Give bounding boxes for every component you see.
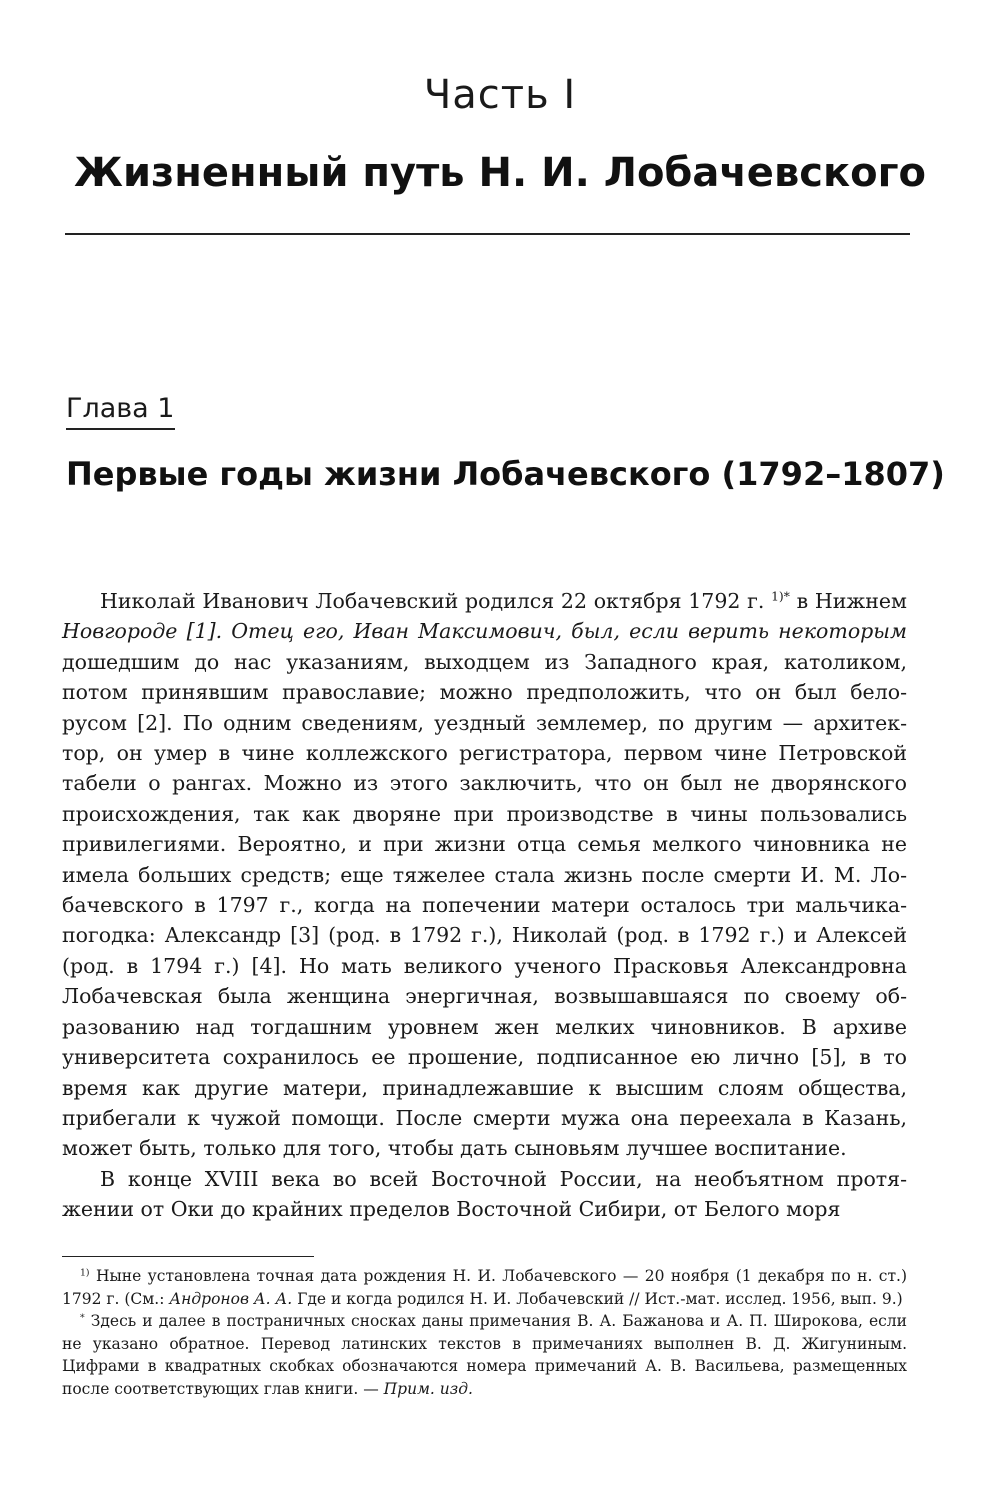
footnote-1-text-b: Где и когда родился Н. И. Лобачевский // Ист.-мат. исслед. 1956, вып. 9.)	[292, 1289, 903, 1308]
p1-start: Николай Иванович Лобачевский родился 22 октября 1792 г.	[100, 589, 765, 613]
p1-rest: дошедшим до нас указаниям, выходцем из Западного края, католиком, потом принявшим православие; можно предположить, что он был белорусом [2]. По одним сведениям, уездный землемер, по другим — архитектор, он умер в чине коллежского регистратора, первом чине Петровской табели о рангах. Можно из этого заключить, что он был не дворянского происхождения, так как дворяне при производстве в чины пользовались привилегиями. Вероятно, и при жизни отца семья мелкого чиновника не имела больших средств; еще тяжелее стала жизнь после смерти И. М. Лобачевского в 1797 г., когда на попечении матери осталось три мальчика-погодка: Александр [3] (род. в 1792 г.), Николай (род. в 1792 г.) и Алексей (род. в 1794 г.) [4]. Но мать великого ученого Прасковья Александровна Лобачевская была женщина энергичная, возвышавшаяся по своему образованию над тогдашним уровнем жен мелких чиновников. В архиве университета сохранилось ее прошение, подписанное ею лично [5], в то время как другие матери, принадлежавшие к высшим слоям общества, прибегали к чужой помощи. После смерти мужа она переехала в Казань, может быть, только для того, чтобы дать сыновьям лучшее воспитание.	[62, 649, 907, 1161]
footnote-2-text: Здесь и далее в постраничных сносках даны примечания В. А. Бажанова и А. П. Широкова, если не указано обратное. Перевод латинских текстов в примечаниях выполнен В. Д. Жигуниным. Цифрами в квадратных скобках обозначаются номера примечаний А. В. Васильева, размещенных после соответствующих глав книги. —	[62, 1312, 907, 1398]
chapter-label: Глава 1	[66, 393, 175, 430]
footnotes	[62, 1265, 907, 1400]
p1-after-mark: в Нижнем	[789, 589, 907, 613]
footnote-1-author: Андронов А. А.	[169, 1289, 293, 1308]
footnote-divider	[62, 1256, 314, 1257]
chapter-title: Первые годы жизни Лобачевского (1792–1807)	[66, 455, 945, 493]
paragraph-2: В конце XVIII века во всей Восточной России, на необъятном протяжении от Оки до крайних пределов Восточной Сибири, от Белого моря	[62, 1166, 907, 1222]
footnote-ref-star: *	[783, 589, 790, 604]
footnote-1-mark: 1)	[80, 1267, 90, 1279]
body-text	[62, 586, 907, 1225]
part-divider	[65, 233, 910, 235]
footnote-ref-1: 1)	[771, 589, 784, 604]
footnote-1	[62, 1265, 907, 1310]
paragraph-1	[62, 586, 907, 1164]
footnote-2-note: Прим. изд.	[383, 1379, 473, 1398]
footnote-2	[62, 1310, 907, 1400]
part-title: Жизненный путь Н. И. Лобачевского	[74, 150, 926, 196]
p1-italic: Новгороде [1]. Отец его, Иван Максимович, был, если верить некоторым	[62, 619, 907, 644]
footnote-1-text-a: Ныне установлена точная дата рождения Н. И. Лобачевского — 20 ноября (1 декабря по н. ст.) 1792 г. (См.:	[62, 1267, 907, 1308]
footnote-2-mark: *	[80, 1312, 85, 1324]
part-label: Часть I	[423, 72, 577, 118]
